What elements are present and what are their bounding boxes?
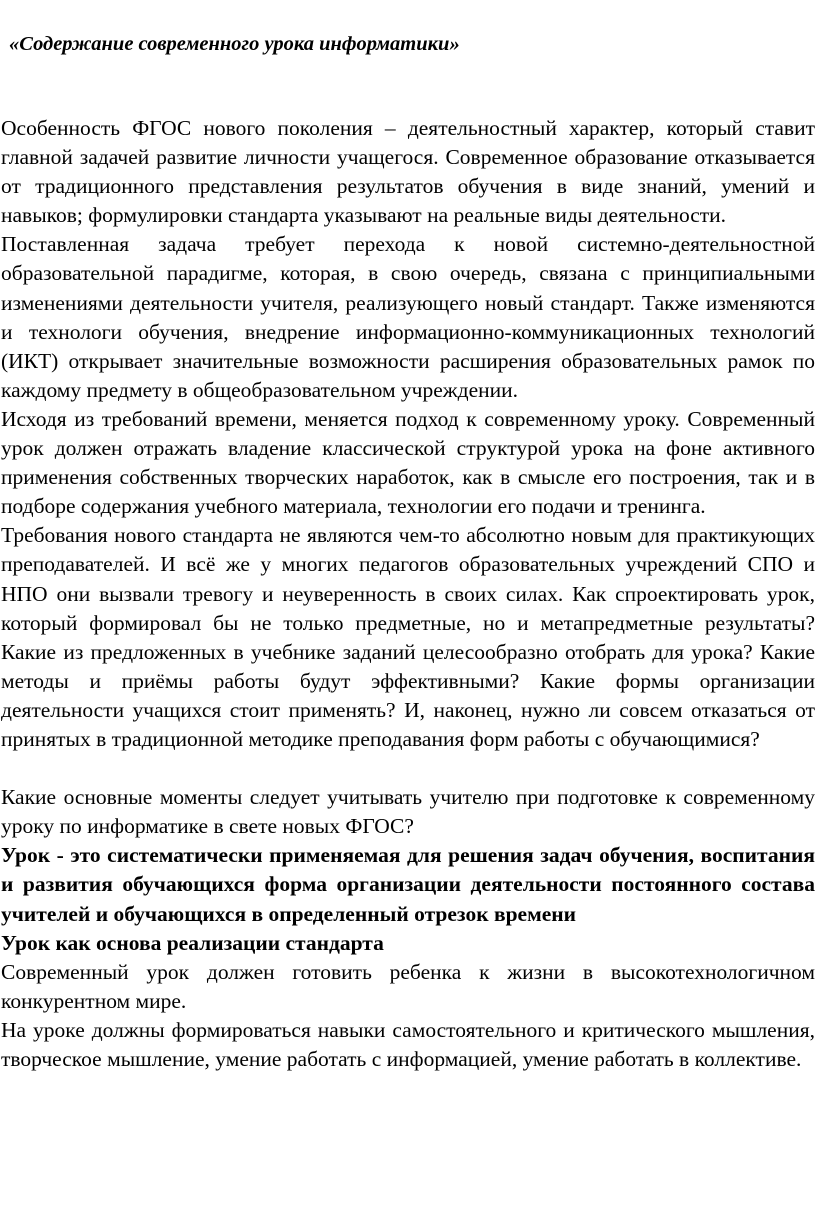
paragraph-modern-lesson-approach: Исходя из требований времени, меняется подход к современному уроку. Современный урок должен отражать владение классической структурой урока на фоне активного применения собственных творческих наработок, как в смысле его построения, так и в подборе содержания учебного материала, технологии его подачи и тренинга. xyxy=(1,406,815,519)
document-title: «Содержание современного урока информатики» xyxy=(9,33,460,55)
paragraph-skills-formation: На уроке должны формироваться навыки самостоятельного и критического мышления, творческое мышление, умение работать с информацией, умение работать в коллективе. xyxy=(1,1017,815,1071)
paragraph-fgos-features: Особенность ФГОС нового поколения – деятельностный характер, который ставит главной задачей развитие личности учащегося. Современное образование отказывается от традиционного представления результатов обучения в виде знаний, умений и навыков; формулировки стандарта указывают на реальные виды деятельности. xyxy=(1,116,815,228)
lesson-definition: Урок - это систематически применяемая для решения задач обучения, воспитания и развития обучающихся форма организации деятельности постоянного состава учителей и обучающихся в определенный отрезок времени xyxy=(1,843,815,926)
section-heading-lesson-standard: Урок как основа реализации стандарта xyxy=(1,930,384,955)
paragraph-key-question: Какие основные моменты следует учитывать учителю при подготовке к современному уроку по информатике в свете новых ФГОС? xyxy=(1,785,815,839)
paragraph-modern-lesson-prepare: Современный урок должен готовить ребенка к жизни в высокотехнологичном конкурентном мире. xyxy=(1,959,815,1013)
paragraph-spacer xyxy=(1,754,815,783)
paragraph-new-paradigm: Поставленная задача требует перехода к новой системно-деятельностной образовательной парадигме, которая, в свою очередь, связана с принципиальными изменениями деятельности учителя, реализующего новый стандарт. Также изменяются и технологи обучения, внедрение информационно-коммуникационных технологий (ИКТ) открывает значительные возможности расширения образовательных рамок по каждому предмету в общеобразовательном учреждении. xyxy=(1,232,815,402)
document-body xyxy=(1,114,815,1074)
paragraph-standard-requirements: Требования нового стандарта не являются чем-то абсолютно новым для практикующих преподавателей. И всё же у многих педагогов образовательных учреждений СПО и НПО они вызвали тревогу и неуверенность в своих силах. Как спроектировать урок, который формировал бы не только предметные, но и метапредметные результаты? Какие из предложенных в учебнике заданий целесообразно отобрать для урока? Какие методы и приёмы работы будут эффективными? Какие формы организации деятельности учащихся стоит применять? И, наконец, нужно ли совсем отказаться от принятых в традиционной методике преподавания форм работы с обучающимися? xyxy=(1,523,815,751)
